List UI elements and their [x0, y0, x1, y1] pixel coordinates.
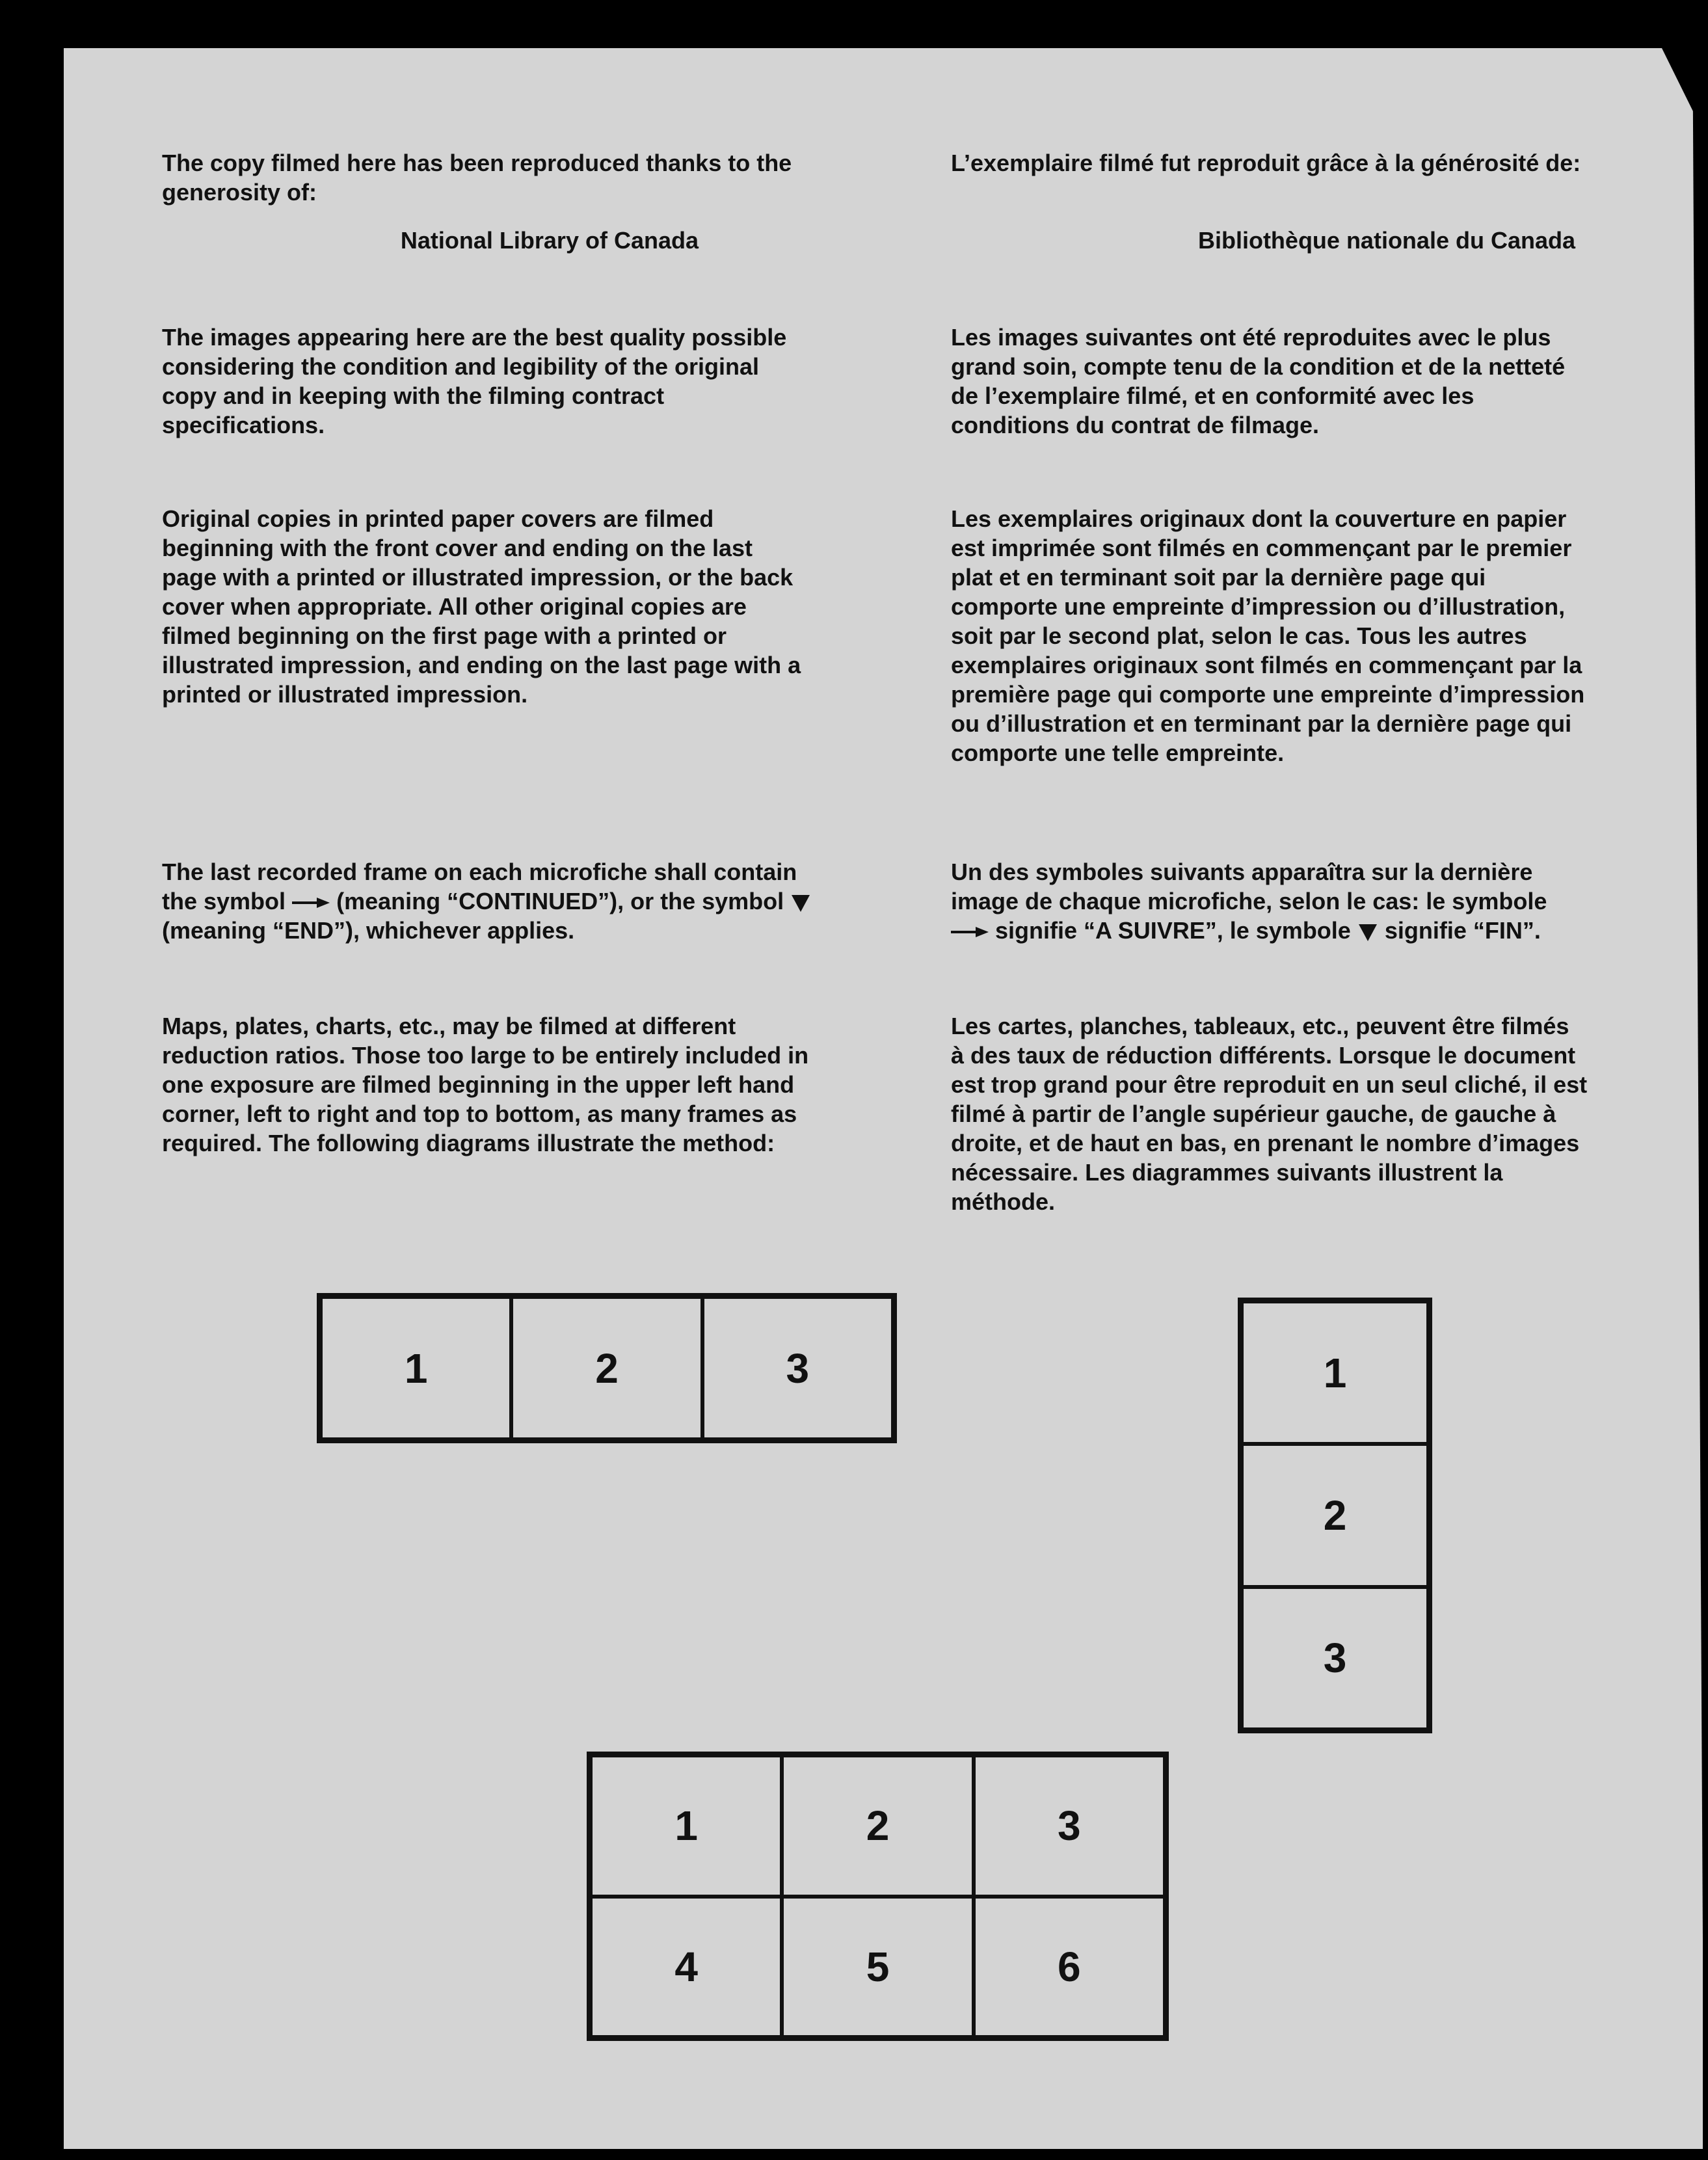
en-symbols-paragraph: [162, 857, 812, 945]
continued-arrow-icon: [292, 896, 330, 909]
en-symbols-text-3: (meaning “END”), whichever applies.: [162, 917, 575, 944]
fr-maps-text: Les cartes, planches, tableaux, etc., peuvent être filmés à des taux de réduction différents. Lorsque le document est trop grand pour être reproduit en un seul cliché, il est filmé à partir de l’angle supérieur gauche, de gauche à droite, et de haut en bas, en prenant le nombre d’images nécessaire. Les diagrammes suivants illustrent la méthode.: [951, 1013, 1588, 1215]
end-triangle-icon: [790, 892, 811, 913]
fr-symbols-text: [951, 857, 1588, 945]
diagram-cell: 3: [974, 1755, 1165, 1897]
en-institution: [162, 226, 699, 255]
diagram-cell: 2: [1242, 1444, 1428, 1586]
diagram-cell: 2: [511, 1297, 702, 1439]
en-institution-name: National Library of Canada: [400, 227, 699, 254]
fr-symbols-text-1: Un des symboles suivants apparaîtra sur la dernière image de chaque microfiche, selon le cas: le symbole: [951, 859, 1547, 914]
diagram-cell: 1: [1242, 1301, 1428, 1444]
fr-original-copies-paragraph: [951, 504, 1588, 767]
en-original-copies-text: Original copies in printed paper covers are filmed beginning with the front cover and ending on the last page with a printed or illustrated impression, or the back cover when appropriate. All other original copies are filmed beginning on the first page with a printed or illustrated impression, and ending on the last page with a printed or illustrated impression.: [162, 505, 801, 708]
fr-institution-name: Bibliothèque nationale du Canada: [1197, 227, 1575, 254]
fr-images-paragraph: [951, 323, 1588, 440]
fr-original-copies-text: Les exemplaires originaux dont la couverture en papier est imprimée sont filmés en commençant par le premier plat et en terminant soit par la dernière page qui comporte une empreinte d’impression ou d’illustration, soit par le second plat, selon le cas. Tous les autres exemplaires originaux sont filmés en commençant par la première page qui comporte une empreinte d’impression ou d’illustration et en terminant par la dernière page qui comporte une telle empreinte.: [951, 505, 1585, 766]
end-triangle-icon: [1357, 922, 1378, 942]
fr-symbols-text-3: signifie “FIN”.: [1384, 917, 1541, 944]
en-symbols-text: [162, 857, 812, 945]
fr-symbols-paragraph: [951, 857, 1588, 945]
en-maps-paragraph: [162, 1011, 812, 1158]
en-maps-text: Maps, plates, charts, etc., may be filmed at different reduction ratios. Those too large to be entirely included in one exposure are filmed beginning in the upper left hand corner, left to right and top to bottom, as many frames as required. The following diagrams illustrate the method:: [162, 1013, 809, 1156]
diagram-horizontal-row: [317, 1293, 897, 1443]
fr-images-text: Les images suivantes ont été reproduites avec le plus grand soin, compte tenu de la condition et de la netteté de l’exemplaire filmé, et en conformité avec les conditions du contrat de filmage.: [951, 324, 1566, 438]
fr-thanks-paragraph: [951, 148, 1588, 178]
en-thanks-text: The copy filmed here has been reproduced thanks to the generosity of:: [162, 150, 792, 206]
en-symbols-text-1: The last recorded frame on each microfiche shall contain the symbol: [162, 859, 797, 914]
fr-maps-paragraph: [951, 1011, 1588, 1216]
en-symbols-text-2: (meaning “CONTINUED”), or the symbol: [336, 888, 784, 914]
diagram-cell: 2: [782, 1755, 973, 1897]
en-original-copies-paragraph: [162, 504, 812, 709]
diagram-grid: [587, 1752, 1169, 2041]
en-thanks-paragraph: [162, 148, 812, 207]
continued-arrow-icon: [951, 926, 989, 939]
diagram-vertical-column: [1238, 1298, 1432, 1733]
diagram-cell: 3: [702, 1297, 893, 1439]
diagram-cell: 1: [591, 1755, 782, 1897]
fr-symbols-text-2: signifie “A SUIVRE”, le symbole: [995, 917, 1351, 944]
diagram-cell: 4: [591, 1897, 782, 2038]
diagram-cell: 6: [974, 1897, 1165, 2038]
diagram-cell: 5: [782, 1897, 973, 2038]
fr-institution: [951, 226, 1575, 255]
diagram-cell: 3: [1242, 1587, 1428, 1729]
en-images-text: The images appearing here are the best quality possible considering the condition and legibility of the original copy and in keeping with the filming contract specifications.: [162, 324, 787, 438]
fr-thanks-text: L’exemplaire filmé fut reproduit grâce à la générosité de:: [951, 150, 1581, 176]
en-images-paragraph: [162, 323, 812, 440]
diagram-cell: 1: [321, 1297, 511, 1439]
